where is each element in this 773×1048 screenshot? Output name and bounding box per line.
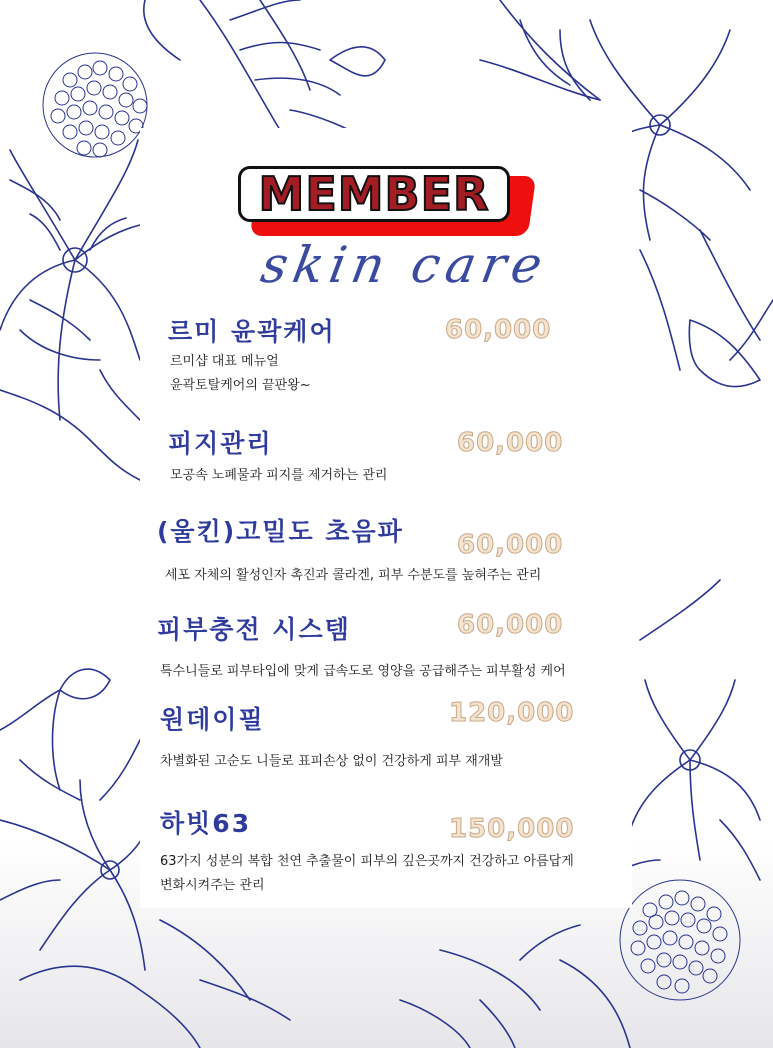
menu-item-title: (울킨)고밀도 초음파 [157,517,404,546]
leaf-branch-top [144,0,385,140]
menu-item-price: 150,000 [449,814,575,844]
menu-item-desc: 세포 자체의 활성인자 촉진과 콜라겐, 피부 수분도를 높혀주는 관리 [165,568,542,583]
menu-item-title: 하빗63 [160,809,252,838]
hydrangea-top-left [43,53,147,157]
menu-item-price: 60,000 [457,610,564,640]
menu-item-price: 60,000 [457,428,564,458]
hydrangea-bottom-right [620,880,740,1000]
menu-item-desc: 63가지 성분의 복합 천연 추출물이 피부의 깊은곳까지 건강하고 아름답게 [160,854,574,869]
menu-item-title: 원데이필 [160,705,265,734]
menu-item-desc: 모공속 노폐물과 피지를 제거하는 관리 [170,468,388,483]
badge-label: MEMBER [258,167,490,221]
lily-top-left [0,140,140,480]
menu-item-desc: 윤곽토탈케어의 끝판왕~ [170,378,311,393]
menu-item-desc: 특수니들로 피부타입에 맞게 급속도로 영양을 공급해주는 피부활성 케어 [160,664,566,679]
menu-item-desc: 차별화된 고순도 니들로 표피손상 없이 건강하게 피부 재개발 [160,754,503,769]
menu-item-price: 60,000 [445,315,552,345]
skin-care-script: skin care [256,236,553,294]
menu-item-title: 르미 윤곽케어 [168,317,336,346]
member-badge [232,160,542,240]
menu-item-title: 피부충전 시스템 [157,615,351,644]
menu-item-desc: 르미샵 대표 메뉴얼 [170,354,279,369]
menu-item-price: 120,000 [449,698,575,728]
menu-item-desc: 변화시켜주는 관리 [160,878,265,893]
menu-item-title: 피지관리 [168,429,273,458]
menu-item-price: 60,000 [457,530,564,560]
